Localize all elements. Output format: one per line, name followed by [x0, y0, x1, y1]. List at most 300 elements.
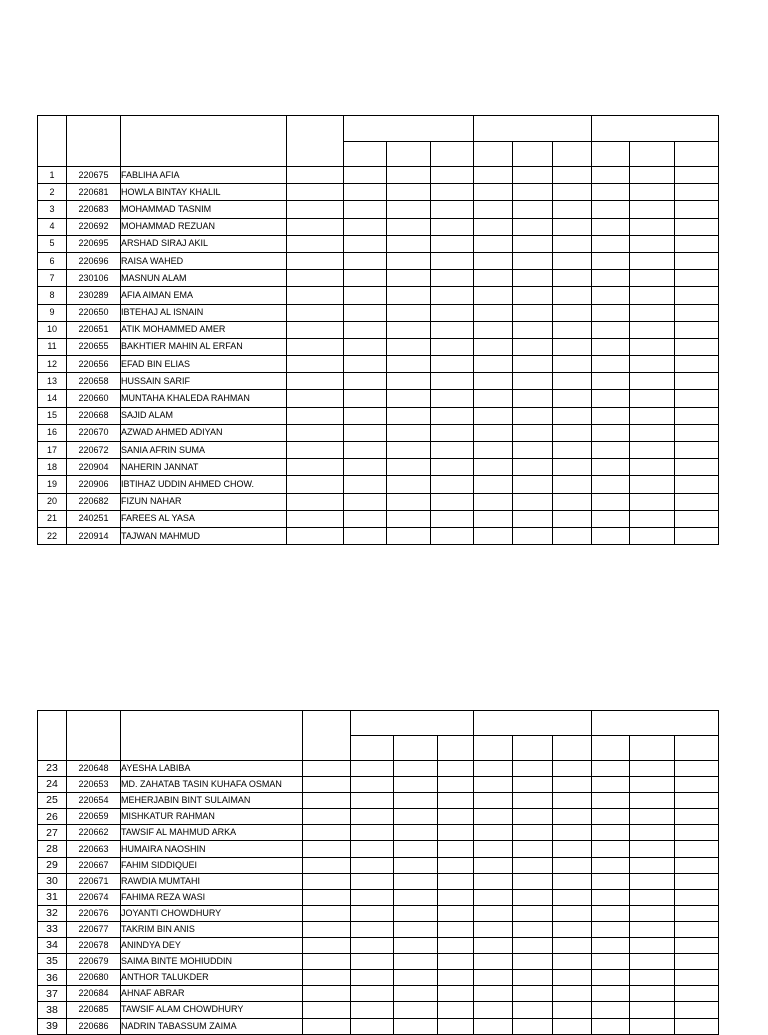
mark-cell: [431, 407, 474, 424]
student-name-cell: TAWSIF AL MAHMUD ARKA: [121, 825, 303, 841]
table-row: [38, 1002, 719, 1018]
header-subcell: [474, 142, 513, 167]
mark-cell: [351, 954, 394, 970]
student-id-cell: 220679: [67, 954, 121, 970]
mark-cell: [592, 321, 630, 338]
mark-cell: [438, 841, 474, 857]
mark-cell: [630, 407, 675, 424]
mark-cell: [675, 356, 719, 373]
mark-cell: [630, 424, 675, 441]
table-row: [38, 338, 719, 355]
mark-cell: [474, 356, 513, 373]
mark-cell: [394, 921, 438, 937]
remarks-cell: [287, 442, 344, 459]
serial-number-cell: 39: [38, 1018, 67, 1034]
mark-cell: [513, 184, 553, 201]
mark-cell: [630, 184, 675, 201]
table-1-body: [38, 116, 719, 545]
mark-cell: [630, 809, 675, 825]
mark-cell: [394, 873, 438, 889]
student-name-cell: MASNUN ALAM: [121, 270, 287, 287]
remarks-cell: [303, 954, 351, 970]
table-row: [38, 510, 719, 527]
mark-cell: [438, 809, 474, 825]
serial-number-cell: 15: [38, 407, 67, 424]
mark-cell: [592, 1018, 630, 1034]
mark-cell: [675, 777, 719, 793]
mark-cell: [513, 510, 553, 527]
mark-cell: [630, 889, 675, 905]
student-id-cell: 220659: [67, 809, 121, 825]
mark-cell: [675, 938, 719, 954]
student-name-cell: MOHAMMAD TASNIM: [121, 201, 287, 218]
mark-cell: [553, 841, 592, 857]
student-id-cell: 220906: [67, 476, 121, 493]
student-name-cell: EFAD BIN ELIAS: [121, 356, 287, 373]
header-subcell: [553, 736, 592, 761]
mark-cell: [513, 476, 553, 493]
table-row: [38, 304, 719, 321]
student-id-cell: 220686: [67, 1018, 121, 1034]
mark-cell: [387, 201, 431, 218]
mark-cell: [553, 373, 592, 390]
student-id-cell: 220685: [67, 1002, 121, 1018]
remarks-cell: [303, 905, 351, 921]
header-subcell: [394, 736, 438, 761]
mark-cell: [675, 921, 719, 937]
serial-number-cell: 29: [38, 857, 67, 873]
serial-number-cell: 18: [38, 459, 67, 476]
table-row: [38, 287, 719, 304]
mark-cell: [553, 793, 592, 809]
remarks-cell: [287, 235, 344, 252]
table-row: [38, 986, 719, 1002]
mark-cell: [553, 287, 592, 304]
mark-cell: [344, 270, 387, 287]
remarks-cell: [303, 777, 351, 793]
mark-cell: [344, 304, 387, 321]
header-group-2: [474, 711, 592, 736]
remarks-cell: [287, 510, 344, 527]
mark-cell: [513, 841, 553, 857]
mark-cell: [630, 493, 675, 510]
mark-cell: [553, 921, 592, 937]
mark-cell: [630, 1018, 675, 1034]
remarks-cell: [303, 970, 351, 986]
mark-cell: [344, 424, 387, 441]
mark-cell: [344, 407, 387, 424]
table-row: [38, 321, 719, 338]
mark-cell: [394, 954, 438, 970]
mark-cell: [394, 970, 438, 986]
mark-cell: [592, 184, 630, 201]
mark-cell: [553, 304, 592, 321]
header-cell-sl: [38, 116, 67, 167]
remarks-cell: [303, 986, 351, 1002]
student-name-cell: MUNTAHA KHALEDA RAHMAN: [121, 390, 287, 407]
mark-cell: [675, 252, 719, 269]
mark-cell: [513, 321, 553, 338]
header-cell-name: [121, 116, 287, 167]
student-name-cell: HUSSAIN SARIF: [121, 373, 287, 390]
student-name-cell: RAWDIA MUMTAHI: [121, 873, 303, 889]
table-row: [38, 825, 719, 841]
mark-cell: [675, 476, 719, 493]
mark-cell: [431, 527, 474, 544]
mark-cell: [675, 407, 719, 424]
mark-cell: [474, 390, 513, 407]
mark-cell: [675, 459, 719, 476]
header-group-1: [351, 711, 474, 736]
student-id-cell: 230289: [67, 287, 121, 304]
mark-cell: [387, 218, 431, 235]
mark-cell: [344, 201, 387, 218]
mark-cell: [474, 857, 513, 873]
mark-cell: [387, 527, 431, 544]
mark-cell: [387, 235, 431, 252]
mark-cell: [630, 356, 675, 373]
student-name-cell: MOHAMMAD REZUAN: [121, 218, 287, 235]
mark-cell: [513, 390, 553, 407]
mark-cell: [553, 1018, 592, 1034]
student-id-cell: 220672: [67, 442, 121, 459]
mark-cell: [675, 889, 719, 905]
mark-cell: [474, 986, 513, 1002]
mark-cell: [387, 252, 431, 269]
student-name-cell: NAHERIN JANNAT: [121, 459, 287, 476]
mark-cell: [630, 373, 675, 390]
mark-cell: [351, 873, 394, 889]
mark-cell: [592, 476, 630, 493]
student-name-cell: ARSHAD SIRAJ AKIL: [121, 235, 287, 252]
mark-cell: [630, 777, 675, 793]
mark-cell: [344, 235, 387, 252]
mark-cell: [394, 841, 438, 857]
mark-cell: [592, 938, 630, 954]
mark-cell: [675, 218, 719, 235]
serial-number-cell: 31: [38, 889, 67, 905]
mark-cell: [592, 510, 630, 527]
student-name-cell: IBTEHAJ AL ISNAIN: [121, 304, 287, 321]
mark-cell: [630, 873, 675, 889]
table-row: [38, 252, 719, 269]
mark-cell: [553, 938, 592, 954]
student-name-cell: FIZUN NAHAR: [121, 493, 287, 510]
header-subcell: [387, 142, 431, 167]
serial-number-cell: 9: [38, 304, 67, 321]
mark-cell: [474, 1018, 513, 1034]
serial-number-cell: 7: [38, 270, 67, 287]
table-row: [38, 167, 719, 184]
mark-cell: [553, 167, 592, 184]
mark-cell: [630, 252, 675, 269]
mark-cell: [394, 986, 438, 1002]
mark-cell: [630, 857, 675, 873]
mark-cell: [474, 201, 513, 218]
mark-cell: [474, 373, 513, 390]
serial-number-cell: 34: [38, 938, 67, 954]
header-subcell: [675, 142, 719, 167]
header-subcell: [351, 736, 394, 761]
student-id-cell: 220650: [67, 304, 121, 321]
mark-cell: [675, 986, 719, 1002]
mark-cell: [592, 338, 630, 355]
serial-number-cell: 36: [38, 970, 67, 986]
mark-cell: [553, 777, 592, 793]
mark-cell: [394, 1018, 438, 1034]
student-id-cell: 220677: [67, 921, 121, 937]
mark-cell: [675, 373, 719, 390]
remarks-cell: [287, 476, 344, 493]
serial-number-cell: 3: [38, 201, 67, 218]
header-cell-extra: [287, 116, 344, 167]
mark-cell: [513, 873, 553, 889]
mark-cell: [630, 921, 675, 937]
student-name-cell: RAISA WAHED: [121, 252, 287, 269]
mark-cell: [553, 761, 592, 777]
header-cell-sl: [38, 711, 67, 761]
mark-cell: [438, 986, 474, 1002]
mark-cell: [513, 793, 553, 809]
student-name-cell: NADRIN TABASSUM ZAIMA: [121, 1018, 303, 1034]
header-subcell: [675, 736, 719, 761]
mark-cell: [344, 459, 387, 476]
mark-cell: [387, 476, 431, 493]
serial-number-cell: 30: [38, 873, 67, 889]
serial-number-cell: 13: [38, 373, 67, 390]
student-name-cell: TAJWAN MAHMUD: [121, 527, 287, 544]
serial-number-cell: 10: [38, 321, 67, 338]
mark-cell: [387, 442, 431, 459]
mark-cell: [630, 321, 675, 338]
mark-cell: [344, 493, 387, 510]
mark-cell: [431, 321, 474, 338]
mark-cell: [394, 1002, 438, 1018]
mark-cell: [553, 970, 592, 986]
mark-cell: [592, 986, 630, 1002]
student-name-cell: MEHERJABIN BINT SULAIMAN: [121, 793, 303, 809]
mark-cell: [513, 938, 553, 954]
mark-cell: [474, 493, 513, 510]
mark-cell: [675, 321, 719, 338]
mark-cell: [387, 270, 431, 287]
table-2-body: [38, 711, 719, 1035]
student-table-1: [37, 115, 719, 545]
mark-cell: [394, 857, 438, 873]
serial-number-cell: 22: [38, 527, 67, 544]
table-row: [38, 905, 719, 921]
remarks-cell: [303, 857, 351, 873]
mark-cell: [553, 476, 592, 493]
table-row: [38, 889, 719, 905]
mark-cell: [513, 777, 553, 793]
mark-cell: [513, 527, 553, 544]
header-subcell: [344, 142, 387, 167]
mark-cell: [553, 270, 592, 287]
serial-number-cell: 33: [38, 921, 67, 937]
mark-cell: [344, 373, 387, 390]
mark-cell: [474, 889, 513, 905]
mark-cell: [474, 407, 513, 424]
student-id-cell: 240251: [67, 510, 121, 527]
student-id-cell: 220656: [67, 356, 121, 373]
mark-cell: [630, 510, 675, 527]
serial-number-cell: 26: [38, 809, 67, 825]
serial-number-cell: 12: [38, 356, 67, 373]
header-subcell: [431, 142, 474, 167]
mark-cell: [387, 373, 431, 390]
remarks-cell: [303, 809, 351, 825]
mark-cell: [474, 1002, 513, 1018]
mark-cell: [438, 1002, 474, 1018]
table-row: [38, 527, 719, 544]
mark-cell: [513, 825, 553, 841]
mark-cell: [344, 476, 387, 493]
table-row: [38, 476, 719, 493]
mark-cell: [630, 304, 675, 321]
mark-cell: [553, 527, 592, 544]
mark-cell: [553, 338, 592, 355]
table-row: [38, 954, 719, 970]
mark-cell: [553, 510, 592, 527]
student-id-cell: 220676: [67, 905, 121, 921]
mark-cell: [351, 921, 394, 937]
mark-cell: [675, 424, 719, 441]
student-id-cell: 220674: [67, 889, 121, 905]
mark-cell: [344, 338, 387, 355]
mark-cell: [344, 390, 387, 407]
mark-cell: [553, 954, 592, 970]
mark-cell: [344, 218, 387, 235]
header-subcell: [474, 736, 513, 761]
mark-cell: [431, 338, 474, 355]
student-id-cell: 220655: [67, 338, 121, 355]
mark-cell: [675, 825, 719, 841]
student-name-cell: ANINDYA DEY: [121, 938, 303, 954]
mark-cell: [553, 390, 592, 407]
mark-cell: [513, 905, 553, 921]
mark-cell: [630, 390, 675, 407]
mark-cell: [553, 442, 592, 459]
student-id-cell: 220648: [67, 761, 121, 777]
mark-cell: [513, 857, 553, 873]
mark-cell: [438, 873, 474, 889]
mark-cell: [592, 390, 630, 407]
mark-cell: [592, 809, 630, 825]
mark-cell: [675, 841, 719, 857]
mark-cell: [675, 304, 719, 321]
serial-number-cell: 25: [38, 793, 67, 809]
mark-cell: [474, 873, 513, 889]
mark-cell: [630, 476, 675, 493]
mark-cell: [438, 905, 474, 921]
student-name-cell: AHNAF ABRAR: [121, 986, 303, 1002]
mark-cell: [351, 889, 394, 905]
student-name-cell: FAREES AL YASA: [121, 510, 287, 527]
mark-cell: [675, 235, 719, 252]
header-subcell: [438, 736, 474, 761]
mark-cell: [630, 793, 675, 809]
student-id-cell: 220692: [67, 218, 121, 235]
mark-cell: [553, 184, 592, 201]
student-id-cell: 220696: [67, 252, 121, 269]
serial-number-cell: 14: [38, 390, 67, 407]
student-name-cell: MISHKATUR RAHMAN: [121, 809, 303, 825]
mark-cell: [630, 841, 675, 857]
mark-cell: [431, 167, 474, 184]
mark-cell: [344, 321, 387, 338]
remarks-cell: [303, 841, 351, 857]
remarks-cell: [287, 390, 344, 407]
mark-cell: [675, 493, 719, 510]
student-id-cell: 220668: [67, 407, 121, 424]
student-id-cell: 220683: [67, 201, 121, 218]
mark-cell: [675, 287, 719, 304]
mark-cell: [394, 809, 438, 825]
student-id-cell: 230106: [67, 270, 121, 287]
mark-cell: [474, 167, 513, 184]
serial-number-cell: 24: [38, 777, 67, 793]
table-row: [38, 761, 719, 777]
mark-cell: [351, 793, 394, 809]
mark-cell: [553, 356, 592, 373]
mark-cell: [431, 270, 474, 287]
table-row: [38, 442, 719, 459]
mark-cell: [394, 905, 438, 921]
mark-cell: [474, 442, 513, 459]
serial-number-cell: 5: [38, 235, 67, 252]
table-row: [38, 857, 719, 873]
mark-cell: [394, 889, 438, 905]
mark-cell: [630, 905, 675, 921]
serial-number-cell: 28: [38, 841, 67, 857]
mark-cell: [513, 356, 553, 373]
serial-number-cell: 23: [38, 761, 67, 777]
mark-cell: [592, 218, 630, 235]
mark-cell: [387, 321, 431, 338]
mark-cell: [553, 321, 592, 338]
mark-cell: [553, 424, 592, 441]
remarks-cell: [287, 304, 344, 321]
mark-cell: [592, 493, 630, 510]
mark-cell: [387, 184, 431, 201]
mark-cell: [592, 873, 630, 889]
mark-cell: [592, 527, 630, 544]
mark-cell: [431, 252, 474, 269]
mark-cell: [630, 761, 675, 777]
mark-cell: [675, 857, 719, 873]
table-row: [38, 459, 719, 476]
mark-cell: [344, 167, 387, 184]
mark-cell: [592, 761, 630, 777]
student-name-cell: AYESHA LABIBA: [121, 761, 303, 777]
mark-cell: [387, 287, 431, 304]
remarks-cell: [287, 407, 344, 424]
student-name-cell: ANTHOR TALUKDER: [121, 970, 303, 986]
mark-cell: [513, 954, 553, 970]
mark-cell: [675, 338, 719, 355]
mark-cell: [630, 270, 675, 287]
mark-cell: [513, 218, 553, 235]
mark-cell: [630, 338, 675, 355]
mark-cell: [592, 252, 630, 269]
mark-cell: [431, 459, 474, 476]
mark-cell: [344, 252, 387, 269]
mark-cell: [438, 938, 474, 954]
remarks-cell: [303, 873, 351, 889]
remarks-cell: [287, 373, 344, 390]
remarks-cell: [303, 793, 351, 809]
